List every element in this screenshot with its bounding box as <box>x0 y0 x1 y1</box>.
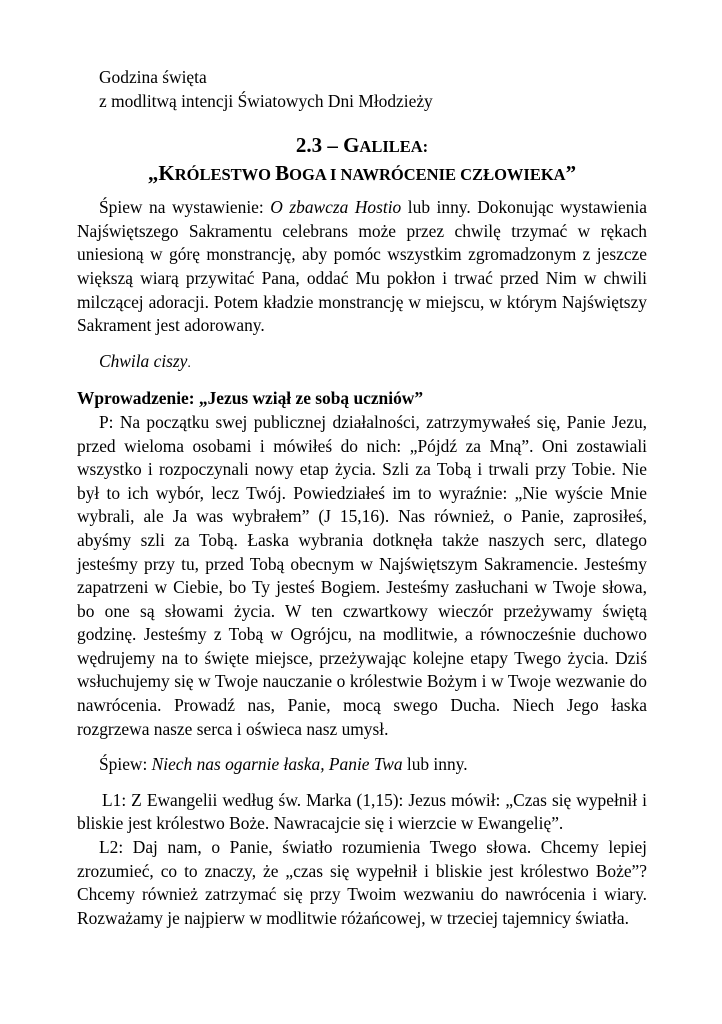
song-exposition-prefix: Śpiew na wystawienie: <box>99 197 271 218</box>
title-place-rest: ALILEA: <box>359 137 429 157</box>
song-exposition-suffix: lub inny. Dokonując wystawienia Najświętszego Sakramentu celebrans może przez chwilę trzymać w rękach uniesioną w górę monstrancję, aby pomóc wszystkim zgromadzonym z jeszcze większą wiarą przywitać Pana, oddać Mu pokłon i trwać przed Nim w chwili milczącej adoracji. Potem kładzie monstrancję w miejscu, w którym Najświętszy Sakrament jest adorowany. <box>77 197 648 336</box>
subtitle-rest: OGA I NAWRÓCENIE CZŁOWIEKA <box>289 165 566 185</box>
song-suffix: lub inny. <box>402 754 468 775</box>
header-line-2: z modlitwą intencji Światowych Dni Młodzieży <box>99 90 433 111</box>
title-line-1 <box>77 132 647 160</box>
document-header <box>99 66 647 113</box>
song-paragraph <box>77 753 647 777</box>
subtitle-open-quote: „ <box>147 161 159 186</box>
intro-body: P: Na początku swej publicznej działalności, zatrzymywałeś się, Panie Jezu, przed wieloma osobami i mówiłeś do nich: „Pójdź za Mną”. Oni zostawiali wszystko i rozpoczynali nowy etap życia. Szli za Tobą i trwali przy Tobie. Nie był to ich wybór, lecz Twój. Powiedziałeś im to wyraźnie: „Nie wyście Mnie wybrali, ale Ja was wybrałem” (J 15,16). Nas również, o Panie, zaprosiłeś, abyśmy szli za Tobą. Łaska wybrania dotknęła także naszych serc, dlatego jesteśmy przy tu, przed Tobą obecnym w Najświętszym Sakramencie. Jesteśmy zapatrzeni w Ciebie, bo Ty jesteś Bogiem. Jesteśmy zasłuchani w Twoje słowa, bo one są słowami życia. W ten czwartkowy wieczór przeżywamy świętą godzinę. Jesteśmy z Tobą w Ogrójcu, na modlitwie, a równocześnie duchowo wędrujemy na to święte miejsce, przeżywając kolejne etapy Twego życia. Dziś wsłuchujemy się w Twoje nauczanie o królestwie Bożym i w Twoje wezwanie do nawrócenia. Prowadź nas, Panie, mocą swego Ducha. Niech Jego łaska rozgrzewa nasze serca i oświeca nasz umysł. <box>77 411 647 739</box>
song-exposition-hymn: O zbawcza Hostio <box>270 197 402 218</box>
subtitle-krolestwo-rest: RÓLESTWO <box>174 165 276 185</box>
title-number: 2.3 – <box>295 133 344 158</box>
subtitle-initial-k: K <box>158 161 175 186</box>
silence-text: Chwila ciszy <box>99 350 188 371</box>
title-place-initial: G <box>343 133 360 158</box>
song-prefix: Śpiew: <box>99 754 152 775</box>
silence-dot: . <box>187 355 191 371</box>
intro-heading: Wprowadzenie: „Jezus wziął ze sobą uczniów” <box>77 388 424 409</box>
silence-line <box>77 350 647 376</box>
reading-l2: L2: Daj nam, o Panie, światło rozumienia Twego słowa. Chcemy lepiej zrozumieć, co to znaczy, że „czas się wypełnił i bliskie jest królestwo Boże”? Chcemy również zatrzymać się przy Twoim wezwaniu do nawrócenia i wiary. Rozważamy je najpierw w modlitwie różańcowej, w trzeciej tajemnicy światła. <box>77 837 647 928</box>
subtitle-initial-b: B <box>275 161 290 186</box>
song-exposition-paragraph <box>77 196 647 338</box>
document-page <box>77 66 647 930</box>
reading-l1: L1: Z Ewangelii według św. Marka (1,15): Jezus mówił: „Czas się wypełnił i bliskie jest królestwo Boże. Nawracajcie się i wierzcie w Ewangelię”. <box>77 789 647 834</box>
song-hymn: Niech nas ogarnie łaska, Panie Twa <box>151 754 403 775</box>
title-line-2 <box>77 160 647 188</box>
header-line-1: Godzina święta <box>99 67 207 87</box>
subtitle-close-quote: ” <box>565 161 577 186</box>
section-title <box>77 132 647 188</box>
